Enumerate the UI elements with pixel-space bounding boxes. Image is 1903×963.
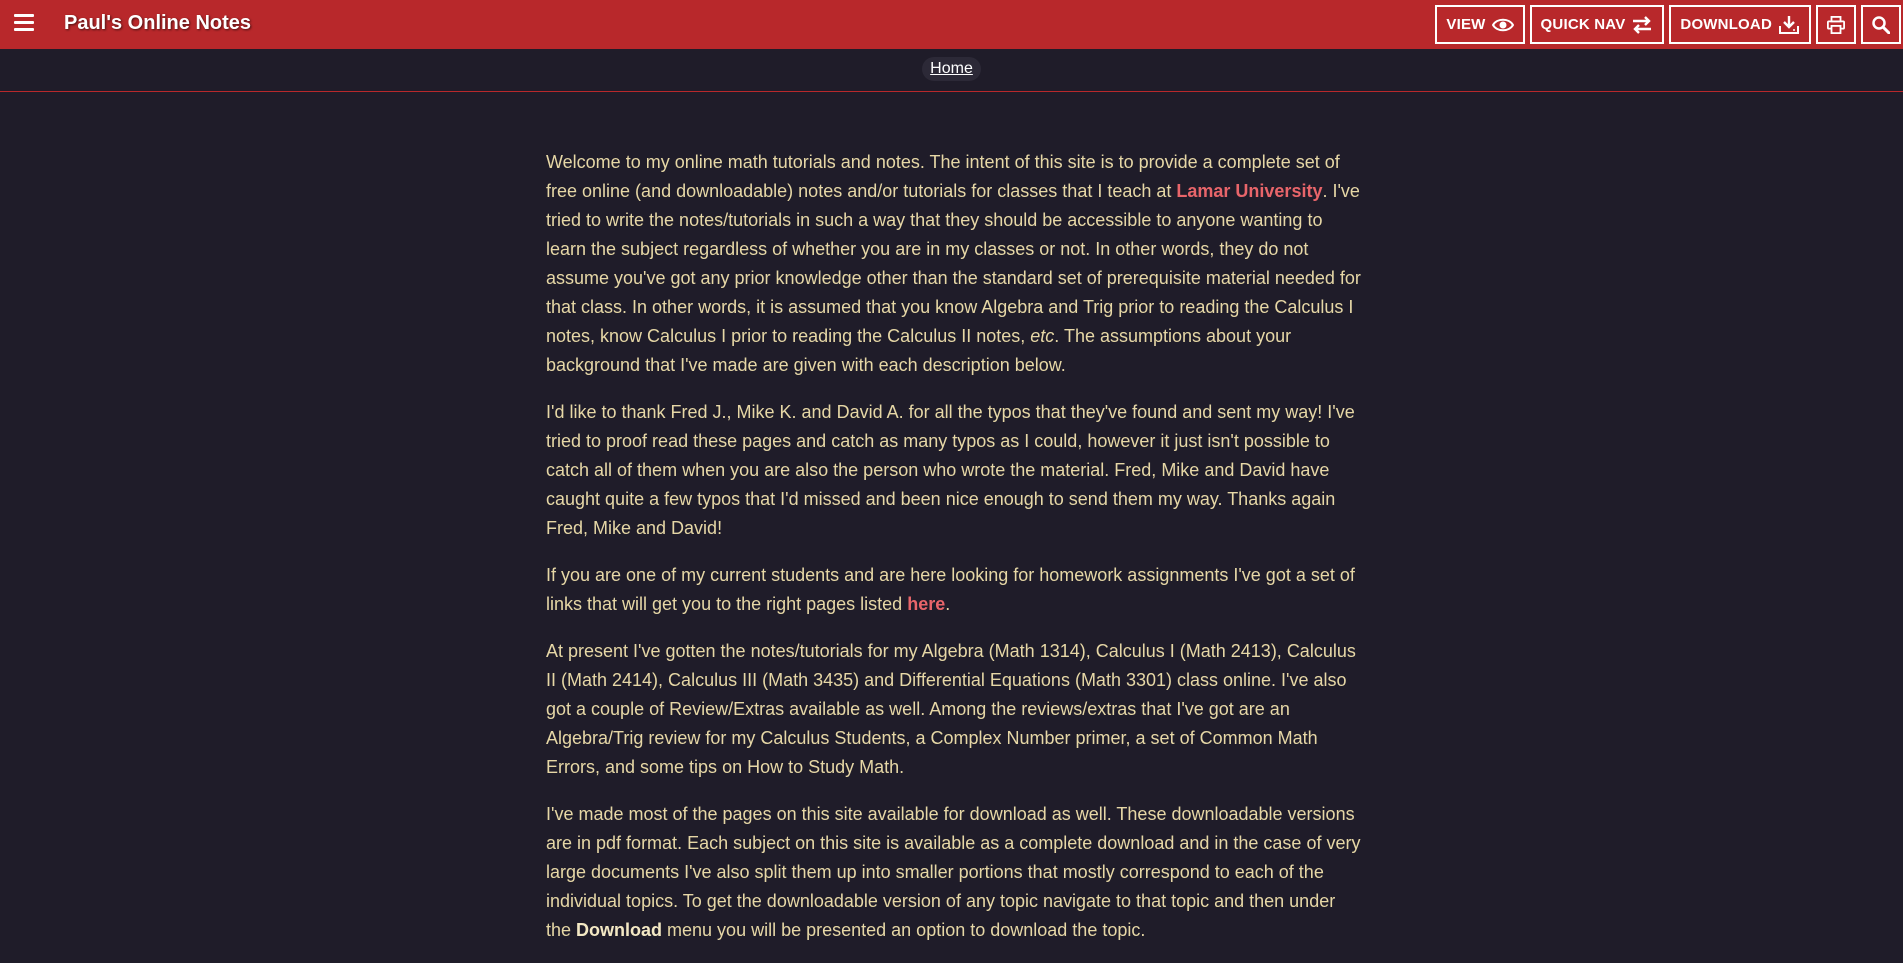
quick-nav-button[interactable] bbox=[1530, 5, 1665, 44]
intro-paragraph bbox=[546, 148, 1361, 380]
view-button[interactable] bbox=[1435, 5, 1524, 44]
print-button[interactable] bbox=[1816, 5, 1856, 44]
site-title[interactable]: Paul's Online Notes bbox=[64, 12, 252, 34]
download-text-end: menu you will be presented an option to download the topic. bbox=[662, 920, 1146, 940]
homework-paragraph bbox=[546, 561, 1361, 619]
download-tray-icon bbox=[1778, 15, 1800, 35]
homework-text: If you are one of my current students and are here looking for homework assignments I've got a set of links that will get you to the right pages listed bbox=[546, 565, 1355, 614]
hamburger-icon-bar bbox=[14, 28, 34, 31]
view-button-label: VIEW bbox=[1446, 16, 1486, 33]
hamburger-icon bbox=[14, 14, 34, 17]
hamburger-menu-button[interactable] bbox=[14, 14, 34, 32]
intro-text-end: . The assumptions about your background that I've made are given with each description below. bbox=[546, 326, 1292, 375]
download-paragraph bbox=[546, 800, 1361, 945]
download-menu-name: Download bbox=[576, 920, 663, 940]
download-text: I've made most of the pages on this site available for download as well. These downloadable versions are in pdf format. Each subject on this site is available as a complete download and in the case of very large documents I've also split them up into smaller portions that mostly correspond to each of the individual topics. To get the downloadable version of any topic navigate to that topic and then under the bbox=[546, 804, 1361, 940]
printer-icon bbox=[1827, 15, 1845, 35]
etc-text: etc bbox=[1030, 326, 1055, 346]
download-button-label: DOWNLOAD bbox=[1680, 16, 1772, 33]
breadcrumb bbox=[0, 49, 1903, 92]
site-header bbox=[0, 0, 1903, 49]
subjects-paragraph: At present I've gotten the notes/tutorials for my Algebra (Math 1314), Calculus I (Math 2413), Calculus II (Math 2414), Calculus III (Math 3435) and Differential Equations (Math 3301) class online. I've also got a couple of Review/Extras available as well. Among the reviews/extras that I've got are an Algebra/Trig review for my Calculus Students, a Complex Number primer, a set of Common Math Errors, and some tips on How to Study Math. bbox=[546, 641, 1356, 777]
homework-text-end: . bbox=[945, 594, 951, 614]
quick-nav-button-label: QUICK NAV bbox=[1540, 16, 1626, 33]
intro-text-continued: . I've tried to write the notes/tutorials in such a way that they should be accessible to anyone wanting to learn the subject regardless of whether you are in my classes or not. In other words, they do not assume you've got any prior knowledge other than the standard set of prerequisite material needed for that class. In other words, it is assumed that you know Algebra and Trig prior to reading the Calculus I notes, know Calculus I prior to reading the Calculus II notes, bbox=[546, 181, 1361, 346]
lamar-university-link[interactable]: Lamar University bbox=[1176, 181, 1323, 201]
breadcrumb-home-link[interactable]: Home bbox=[930, 60, 973, 77]
search-button[interactable] bbox=[1861, 5, 1901, 44]
eye-icon bbox=[1492, 17, 1514, 33]
hamburger-icon-bar bbox=[14, 21, 34, 24]
search-icon bbox=[1872, 16, 1890, 34]
intro-text: Welcome to my online math tutorials and notes. The intent of this site is to provide a complete set of free online (and downloadable) notes and/or tutorials for classes that I teach at bbox=[546, 152, 1340, 201]
breadcrumb-home-pill bbox=[922, 57, 981, 81]
thanks-paragraph: I'd like to thank Fred J., Mike K. and David A. for all the typos that they've found and sent my way! I've tried to proof read these pages and catch as many typos as I could, however it just isn't possible to catch all of them when you are also the person who wrote the material. Fred, Mike and David have caught quite a few typos that I'd missed and been nice enough to send them my way. Thanks again Fred, Mike and David! bbox=[546, 402, 1355, 538]
swap-arrows-icon bbox=[1631, 16, 1653, 34]
header-nav-buttons bbox=[1435, 5, 1901, 44]
homework-here-link[interactable]: here bbox=[907, 594, 946, 614]
download-button[interactable] bbox=[1669, 5, 1811, 44]
main-content bbox=[546, 148, 1361, 963]
